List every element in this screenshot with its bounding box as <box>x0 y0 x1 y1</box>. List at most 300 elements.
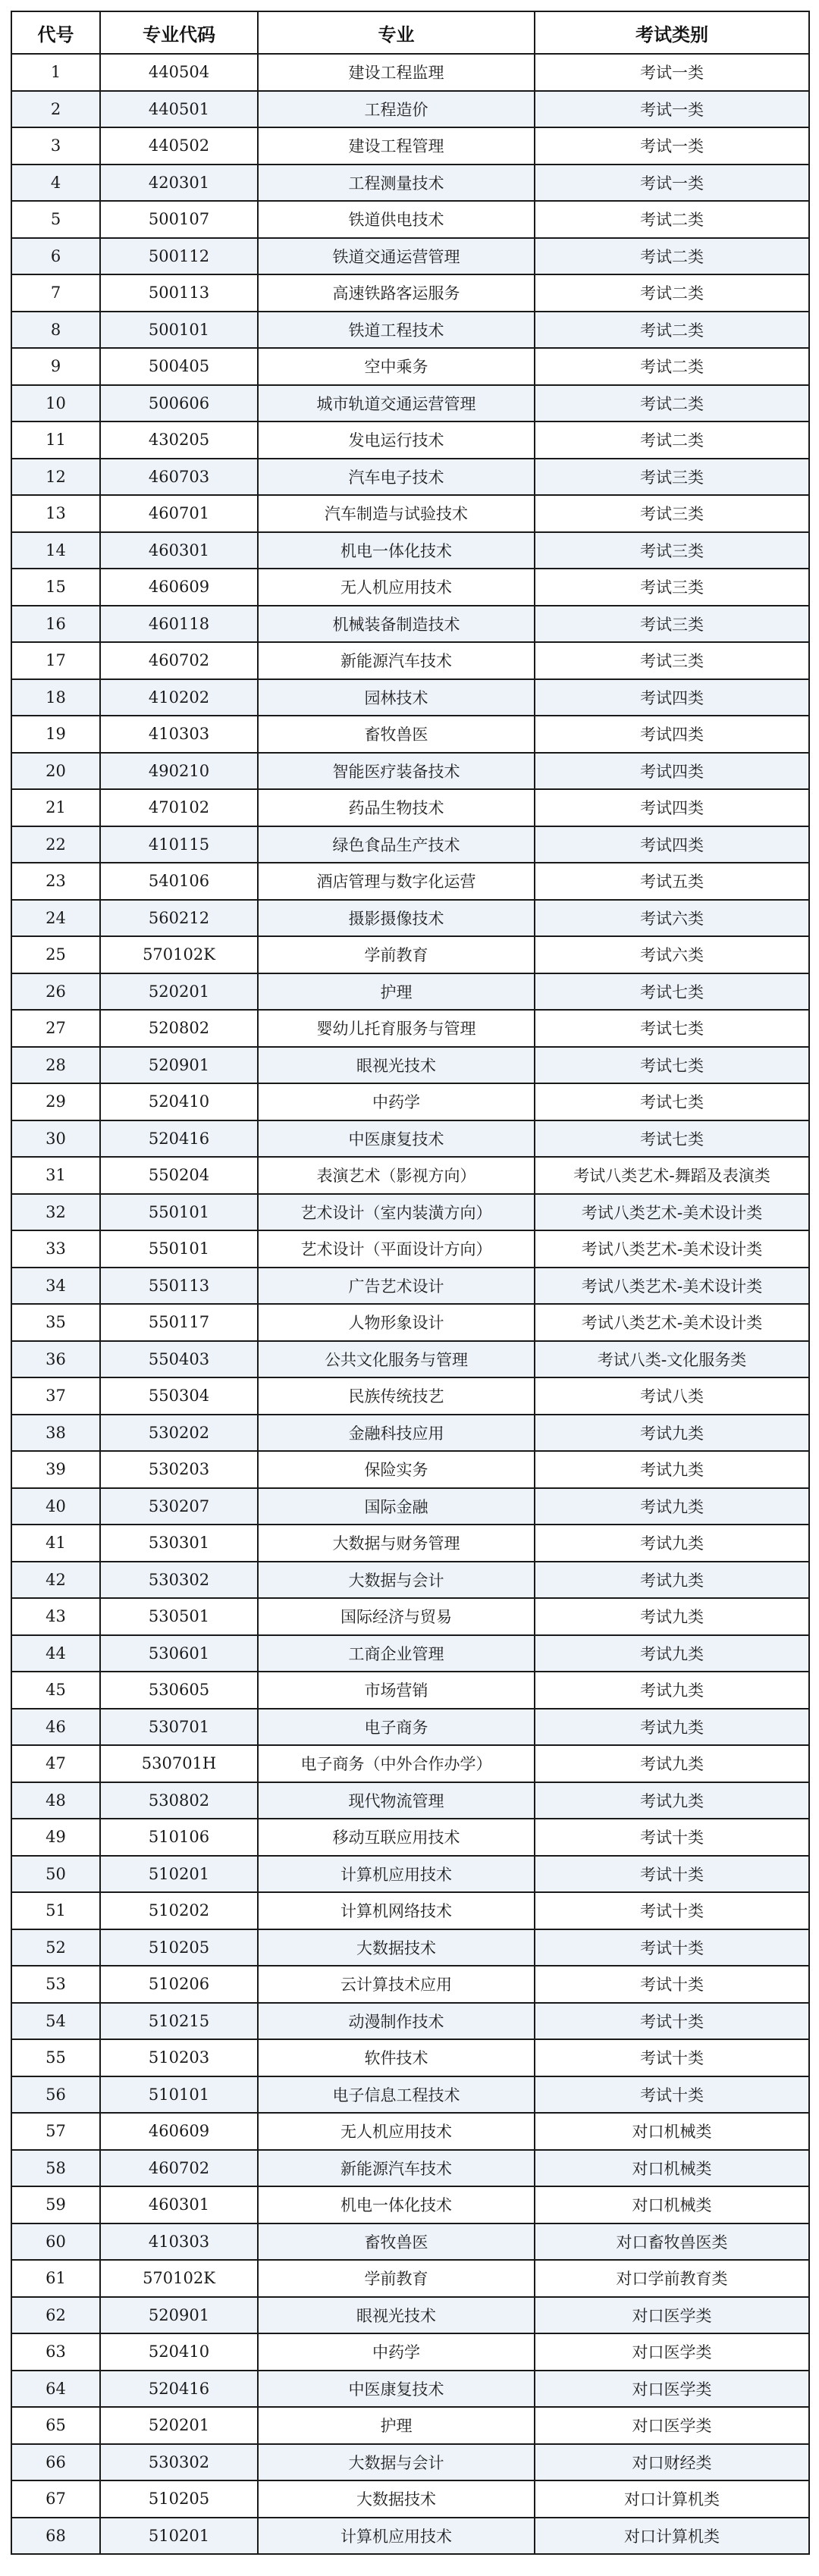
cell-exam-category: 考试九类 <box>535 1672 809 1709</box>
cell-major-code: 570102K <box>100 936 258 973</box>
cell-major-name: 学前教育 <box>258 936 535 973</box>
cell-exam-category: 考试七类 <box>535 1083 809 1120</box>
cell-major-name: 工商企业管理 <box>258 1635 535 1672</box>
cell-major-name: 大数据技术 <box>258 2480 535 2518</box>
cell-major-code: 500107 <box>100 201 258 238</box>
cell-major-name: 无人机应用技术 <box>258 569 535 606</box>
table-row <box>11 238 809 275</box>
cell-major-name: 中医康复技术 <box>258 2371 535 2408</box>
table-row <box>11 385 809 422</box>
table-row <box>11 1635 809 1672</box>
cell-major-name: 国际金融 <box>258 1488 535 1525</box>
cell-code-number: 46 <box>11 1709 100 1746</box>
cell-code-number: 66 <box>11 2444 100 2481</box>
cell-major-code: 470102 <box>100 789 258 826</box>
cell-major-name: 大数据与会计 <box>258 2444 535 2481</box>
table-row <box>11 1047 809 1084</box>
header-exam-category: 考试类别 <box>535 11 809 54</box>
cell-code-number: 17 <box>11 642 100 679</box>
cell-exam-category: 考试一类 <box>535 165 809 202</box>
table-row <box>11 2150 809 2187</box>
table-row <box>11 2223 809 2261</box>
cell-major-code: 510202 <box>100 1892 258 1929</box>
cell-major-name: 学前教育 <box>258 2260 535 2297</box>
cell-exam-category: 对口机械类 <box>535 2113 809 2150</box>
cell-major-name: 大数据与财务管理 <box>258 1525 535 1562</box>
cell-exam-category: 对口计算机类 <box>535 2480 809 2518</box>
cell-major-name: 建设工程监理 <box>258 54 535 91</box>
cell-major-code: 530202 <box>100 1415 258 1452</box>
cell-exam-category: 考试一类 <box>535 54 809 91</box>
cell-major-name: 铁道供电技术 <box>258 201 535 238</box>
cell-major-name: 人物形象设计 <box>258 1304 535 1341</box>
cell-exam-category: 考试七类 <box>535 1120 809 1158</box>
cell-major-code: 440501 <box>100 91 258 128</box>
cell-major-code: 410303 <box>100 716 258 753</box>
cell-major-code: 530207 <box>100 1488 258 1525</box>
cell-major-code: 460702 <box>100 2150 258 2187</box>
cell-exam-category: 考试八类艺术-舞蹈及表演类 <box>535 1157 809 1194</box>
cell-exam-category: 考试三类 <box>535 532 809 569</box>
cell-exam-category: 考试四类 <box>535 716 809 753</box>
cell-code-number: 27 <box>11 1010 100 1047</box>
header-code-number: 代号 <box>11 11 100 54</box>
cell-exam-category: 考试四类 <box>535 679 809 716</box>
cell-major-code: 520410 <box>100 2333 258 2371</box>
cell-major-name: 无人机应用技术 <box>258 2113 535 2150</box>
cell-exam-category: 考试三类 <box>535 642 809 679</box>
cell-major-code: 540106 <box>100 863 258 900</box>
table-row <box>11 1268 809 1305</box>
cell-major-name: 机电一体化技术 <box>258 532 535 569</box>
table-row <box>11 2039 809 2076</box>
cell-code-number: 1 <box>11 54 100 91</box>
table-row <box>11 495 809 532</box>
table-row <box>11 1709 809 1746</box>
cell-exam-category: 对口计算机类 <box>535 2518 809 2555</box>
table-row <box>11 1230 809 1268</box>
cell-major-name: 铁道工程技术 <box>258 312 535 349</box>
major-table <box>11 11 810 2555</box>
cell-major-name: 园林技术 <box>258 679 535 716</box>
cell-major-name: 建设工程管理 <box>258 127 535 165</box>
cell-exam-category: 考试三类 <box>535 569 809 606</box>
table-row <box>11 312 809 349</box>
cell-code-number: 65 <box>11 2407 100 2444</box>
table-row <box>11 1672 809 1709</box>
cell-code-number: 9 <box>11 348 100 385</box>
table-row <box>11 1341 809 1378</box>
cell-major-name: 计算机应用技术 <box>258 2518 535 2555</box>
cell-exam-category: 考试六类 <box>535 900 809 937</box>
table-row <box>11 127 809 165</box>
cell-code-number: 50 <box>11 1856 100 1893</box>
cell-major-code: 500606 <box>100 385 258 422</box>
cell-major-code: 460301 <box>100 2186 258 2223</box>
cell-major-code: 460701 <box>100 495 258 532</box>
cell-code-number: 7 <box>11 274 100 312</box>
cell-major-name: 畜牧兽医 <box>258 716 535 753</box>
cell-major-name: 绿色食品生产技术 <box>258 826 535 863</box>
cell-major-name: 中药学 <box>258 1083 535 1120</box>
cell-major-code: 430205 <box>100 421 258 459</box>
cell-code-number: 3 <box>11 127 100 165</box>
cell-major-code: 530802 <box>100 1782 258 1819</box>
cell-major-code: 460609 <box>100 2113 258 2150</box>
cell-major-code: 570102K <box>100 2260 258 2297</box>
cell-exam-category: 考试九类 <box>535 1598 809 1635</box>
cell-major-name: 摄影摄像技术 <box>258 900 535 937</box>
cell-exam-category: 考试四类 <box>535 826 809 863</box>
cell-exam-category: 考试八类-文化服务类 <box>535 1341 809 1378</box>
table-row <box>11 2076 809 2114</box>
cell-major-name: 市场营销 <box>258 1672 535 1709</box>
cell-code-number: 5 <box>11 201 100 238</box>
cell-major-code: 530605 <box>100 1672 258 1709</box>
cell-major-code: 510106 <box>100 1819 258 1856</box>
table-row <box>11 2003 809 2040</box>
cell-code-number: 21 <box>11 789 100 826</box>
cell-exam-category: 对口机械类 <box>535 2150 809 2187</box>
table-header <box>11 11 809 54</box>
cell-code-number: 31 <box>11 1157 100 1194</box>
cell-major-code: 420301 <box>100 165 258 202</box>
cell-code-number: 52 <box>11 1929 100 1966</box>
cell-major-name: 工程测量技术 <box>258 165 535 202</box>
table-row <box>11 1966 809 2003</box>
cell-major-code: 550101 <box>100 1194 258 1231</box>
cell-major-name: 发电运行技术 <box>258 421 535 459</box>
cell-exam-category: 考试二类 <box>535 312 809 349</box>
cell-major-name: 机电一体化技术 <box>258 2186 535 2223</box>
cell-exam-category: 考试二类 <box>535 238 809 275</box>
cell-major-name: 大数据与会计 <box>258 1562 535 1599</box>
cell-code-number: 58 <box>11 2150 100 2187</box>
table-row <box>11 863 809 900</box>
cell-major-code: 410115 <box>100 826 258 863</box>
cell-major-name: 中医康复技术 <box>258 1120 535 1158</box>
cell-major-code: 530701 <box>100 1709 258 1746</box>
cell-code-number: 8 <box>11 312 100 349</box>
table-row <box>11 753 809 790</box>
table-row <box>11 421 809 459</box>
cell-major-name: 国际经济与贸易 <box>258 1598 535 1635</box>
cell-exam-category: 考试十类 <box>535 2039 809 2076</box>
cell-major-code: 560212 <box>100 900 258 937</box>
cell-code-number: 43 <box>11 1598 100 1635</box>
table-row <box>11 2297 809 2334</box>
cell-code-number: 53 <box>11 1966 100 2003</box>
table-row <box>11 91 809 128</box>
table-row <box>11 936 809 973</box>
cell-exam-category: 对口财经类 <box>535 2444 809 2481</box>
cell-major-name: 药品生物技术 <box>258 789 535 826</box>
cell-major-name: 铁道交通运营管理 <box>258 238 535 275</box>
table-row <box>11 2371 809 2408</box>
cell-major-name: 动漫制作技术 <box>258 2003 535 2040</box>
header-major-code: 专业代码 <box>100 11 258 54</box>
cell-code-number: 42 <box>11 1562 100 1599</box>
cell-major-code: 520901 <box>100 1047 258 1084</box>
table-row <box>11 1120 809 1158</box>
cell-major-name: 眼视光技术 <box>258 2297 535 2334</box>
cell-exam-category: 考试四类 <box>535 753 809 790</box>
cell-major-name: 金融科技应用 <box>258 1415 535 1452</box>
cell-code-number: 22 <box>11 826 100 863</box>
cell-major-code: 530302 <box>100 1562 258 1599</box>
cell-exam-category: 对口医学类 <box>535 2371 809 2408</box>
cell-major-code: 460702 <box>100 642 258 679</box>
cell-code-number: 24 <box>11 900 100 937</box>
cell-code-number: 36 <box>11 1341 100 1378</box>
table-row <box>11 1929 809 1966</box>
cell-major-name: 公共文化服务与管理 <box>258 1341 535 1378</box>
cell-code-number: 68 <box>11 2518 100 2555</box>
cell-exam-category: 考试四类 <box>535 789 809 826</box>
cell-exam-category: 对口畜牧兽医类 <box>535 2223 809 2261</box>
cell-exam-category: 考试一类 <box>535 127 809 165</box>
cell-major-code: 410303 <box>100 2223 258 2261</box>
cell-major-code: 530203 <box>100 1451 258 1488</box>
cell-major-name: 机械装备制造技术 <box>258 606 535 643</box>
table-row <box>11 1083 809 1120</box>
cell-major-code: 510205 <box>100 1929 258 1966</box>
cell-code-number: 62 <box>11 2297 100 2334</box>
table-row <box>11 2260 809 2297</box>
cell-code-number: 63 <box>11 2333 100 2371</box>
table-row <box>11 165 809 202</box>
table-row <box>11 1010 809 1047</box>
cell-exam-category: 考试二类 <box>535 385 809 422</box>
cell-major-name: 智能医疗装备技术 <box>258 753 535 790</box>
cell-code-number: 40 <box>11 1488 100 1525</box>
table-row <box>11 348 809 385</box>
cell-exam-category: 考试九类 <box>535 1488 809 1525</box>
cell-major-name: 艺术设计（平面设计方向） <box>258 1230 535 1268</box>
table-row <box>11 1488 809 1525</box>
cell-code-number: 47 <box>11 1745 100 1782</box>
cell-major-name: 新能源汽车技术 <box>258 2150 535 2187</box>
cell-exam-category: 考试九类 <box>535 1525 809 1562</box>
cell-code-number: 29 <box>11 1083 100 1120</box>
cell-major-code: 510101 <box>100 2076 258 2114</box>
table-row <box>11 54 809 91</box>
cell-exam-category: 考试十类 <box>535 1856 809 1893</box>
cell-code-number: 55 <box>11 2039 100 2076</box>
cell-major-name: 大数据技术 <box>258 1929 535 1966</box>
cell-exam-category: 考试一类 <box>535 91 809 128</box>
cell-major-name: 汽车电子技术 <box>258 459 535 496</box>
table-row <box>11 642 809 679</box>
table-row <box>11 973 809 1011</box>
table-container <box>11 11 808 2555</box>
cell-code-number: 49 <box>11 1819 100 1856</box>
cell-exam-category: 对口医学类 <box>535 2333 809 2371</box>
cell-major-code: 410202 <box>100 679 258 716</box>
cell-major-code: 490210 <box>100 753 258 790</box>
cell-major-code: 530501 <box>100 1598 258 1635</box>
cell-major-name: 护理 <box>258 973 535 1011</box>
table-row <box>11 569 809 606</box>
cell-code-number: 45 <box>11 1672 100 1709</box>
cell-code-number: 67 <box>11 2480 100 2518</box>
cell-major-code: 460301 <box>100 532 258 569</box>
cell-major-code: 500405 <box>100 348 258 385</box>
header-row <box>11 11 809 54</box>
table-row <box>11 1598 809 1635</box>
table-row <box>11 2518 809 2555</box>
cell-code-number: 2 <box>11 91 100 128</box>
cell-exam-category: 考试七类 <box>535 973 809 1011</box>
cell-major-name: 眼视光技术 <box>258 1047 535 1084</box>
cell-major-name: 城市轨道交通运营管理 <box>258 385 535 422</box>
cell-exam-category: 考试八类艺术-美术设计类 <box>535 1304 809 1341</box>
cell-exam-category: 对口医学类 <box>535 2297 809 2334</box>
cell-major-code: 460703 <box>100 459 258 496</box>
cell-code-number: 26 <box>11 973 100 1011</box>
cell-major-code: 550403 <box>100 1341 258 1378</box>
cell-exam-category: 考试十类 <box>535 1819 809 1856</box>
cell-exam-category: 考试七类 <box>535 1047 809 1084</box>
cell-major-name: 空中乘务 <box>258 348 535 385</box>
cell-major-code: 520410 <box>100 1083 258 1120</box>
cell-exam-category: 考试六类 <box>535 936 809 973</box>
cell-major-code: 520201 <box>100 973 258 1011</box>
table-row <box>11 900 809 937</box>
cell-major-code: 520802 <box>100 1010 258 1047</box>
cell-major-code: 510215 <box>100 2003 258 2040</box>
cell-exam-category: 考试十类 <box>535 2003 809 2040</box>
cell-code-number: 12 <box>11 459 100 496</box>
cell-code-number: 35 <box>11 1304 100 1341</box>
cell-code-number: 18 <box>11 679 100 716</box>
cell-code-number: 48 <box>11 1782 100 1819</box>
cell-major-code: 550204 <box>100 1157 258 1194</box>
cell-code-number: 64 <box>11 2371 100 2408</box>
table-row <box>11 1304 809 1341</box>
cell-exam-category: 考试九类 <box>535 1745 809 1782</box>
cell-code-number: 23 <box>11 863 100 900</box>
cell-exam-category: 考试二类 <box>535 201 809 238</box>
cell-code-number: 19 <box>11 716 100 753</box>
cell-code-number: 20 <box>11 753 100 790</box>
cell-major-name: 艺术设计（室内装潢方向） <box>258 1194 535 1231</box>
cell-major-code: 500101 <box>100 312 258 349</box>
cell-code-number: 13 <box>11 495 100 532</box>
table-row <box>11 274 809 312</box>
cell-major-code: 440504 <box>100 54 258 91</box>
cell-exam-category: 考试十类 <box>535 1966 809 2003</box>
table-row <box>11 1377 809 1415</box>
cell-major-name: 畜牧兽医 <box>258 2223 535 2261</box>
table-row <box>11 679 809 716</box>
table-row <box>11 826 809 863</box>
cell-exam-category: 考试七类 <box>535 1010 809 1047</box>
cell-major-code: 550113 <box>100 1268 258 1305</box>
cell-exam-category: 考试九类 <box>535 1451 809 1488</box>
cell-major-code: 510203 <box>100 2039 258 2076</box>
cell-major-code: 530302 <box>100 2444 258 2481</box>
table-row <box>11 1415 809 1452</box>
cell-code-number: 56 <box>11 2076 100 2114</box>
cell-major-name: 现代物流管理 <box>258 1782 535 1819</box>
cell-code-number: 6 <box>11 238 100 275</box>
cell-major-name: 电子信息工程技术 <box>258 2076 535 2114</box>
cell-exam-category: 考试二类 <box>535 274 809 312</box>
cell-code-number: 33 <box>11 1230 100 1268</box>
cell-code-number: 41 <box>11 1525 100 1562</box>
cell-exam-category: 考试三类 <box>535 606 809 643</box>
cell-code-number: 57 <box>11 2113 100 2150</box>
cell-major-code: 520416 <box>100 1120 258 1158</box>
cell-exam-category: 考试十类 <box>535 1929 809 1966</box>
cell-major-name: 保险实务 <box>258 1451 535 1488</box>
cell-code-number: 37 <box>11 1377 100 1415</box>
cell-exam-category: 考试九类 <box>535 1415 809 1452</box>
cell-major-name: 新能源汽车技术 <box>258 642 535 679</box>
cell-code-number: 25 <box>11 936 100 973</box>
cell-major-code: 460609 <box>100 569 258 606</box>
cell-major-code: 510206 <box>100 1966 258 2003</box>
cell-exam-category: 考试二类 <box>535 348 809 385</box>
cell-major-name: 电子商务（中外合作办学） <box>258 1745 535 1782</box>
cell-major-name: 汽车制造与试验技术 <box>258 495 535 532</box>
cell-major-code: 520901 <box>100 2297 258 2334</box>
table-body <box>11 54 809 2554</box>
cell-exam-category: 考试八类艺术-美术设计类 <box>535 1230 809 1268</box>
cell-major-code: 510201 <box>100 1856 258 1893</box>
cell-major-code: 500112 <box>100 238 258 275</box>
cell-code-number: 10 <box>11 385 100 422</box>
cell-major-code: 460118 <box>100 606 258 643</box>
cell-major-code: 550101 <box>100 1230 258 1268</box>
cell-code-number: 14 <box>11 532 100 569</box>
table-row <box>11 2333 809 2371</box>
cell-major-name: 移动互联应用技术 <box>258 1819 535 1856</box>
cell-code-number: 38 <box>11 1415 100 1452</box>
cell-code-number: 15 <box>11 569 100 606</box>
table-row <box>11 2444 809 2481</box>
table-row <box>11 1525 809 1562</box>
table-row <box>11 1157 809 1194</box>
cell-code-number: 4 <box>11 165 100 202</box>
cell-code-number: 30 <box>11 1120 100 1158</box>
cell-code-number: 39 <box>11 1451 100 1488</box>
cell-major-name: 高速铁路客运服务 <box>258 274 535 312</box>
cell-code-number: 44 <box>11 1635 100 1672</box>
cell-major-name: 护理 <box>258 2407 535 2444</box>
cell-major-name: 中药学 <box>258 2333 535 2371</box>
table-row <box>11 459 809 496</box>
table-row <box>11 1562 809 1599</box>
cell-code-number: 32 <box>11 1194 100 1231</box>
cell-exam-category: 考试十类 <box>535 1892 809 1929</box>
cell-exam-category: 考试八类 <box>535 1377 809 1415</box>
cell-code-number: 51 <box>11 1892 100 1929</box>
table-row <box>11 1451 809 1488</box>
cell-major-name: 工程造价 <box>258 91 535 128</box>
table-row <box>11 1782 809 1819</box>
cell-exam-category: 考试八类艺术-美术设计类 <box>535 1194 809 1231</box>
cell-major-name: 表演艺术（影视方向） <box>258 1157 535 1194</box>
cell-major-name: 广告艺术设计 <box>258 1268 535 1305</box>
cell-major-name: 云计算技术应用 <box>258 1966 535 2003</box>
cell-major-name: 计算机应用技术 <box>258 1856 535 1893</box>
cell-code-number: 16 <box>11 606 100 643</box>
cell-code-number: 11 <box>11 421 100 459</box>
table-row <box>11 2407 809 2444</box>
cell-major-code: 440502 <box>100 127 258 165</box>
